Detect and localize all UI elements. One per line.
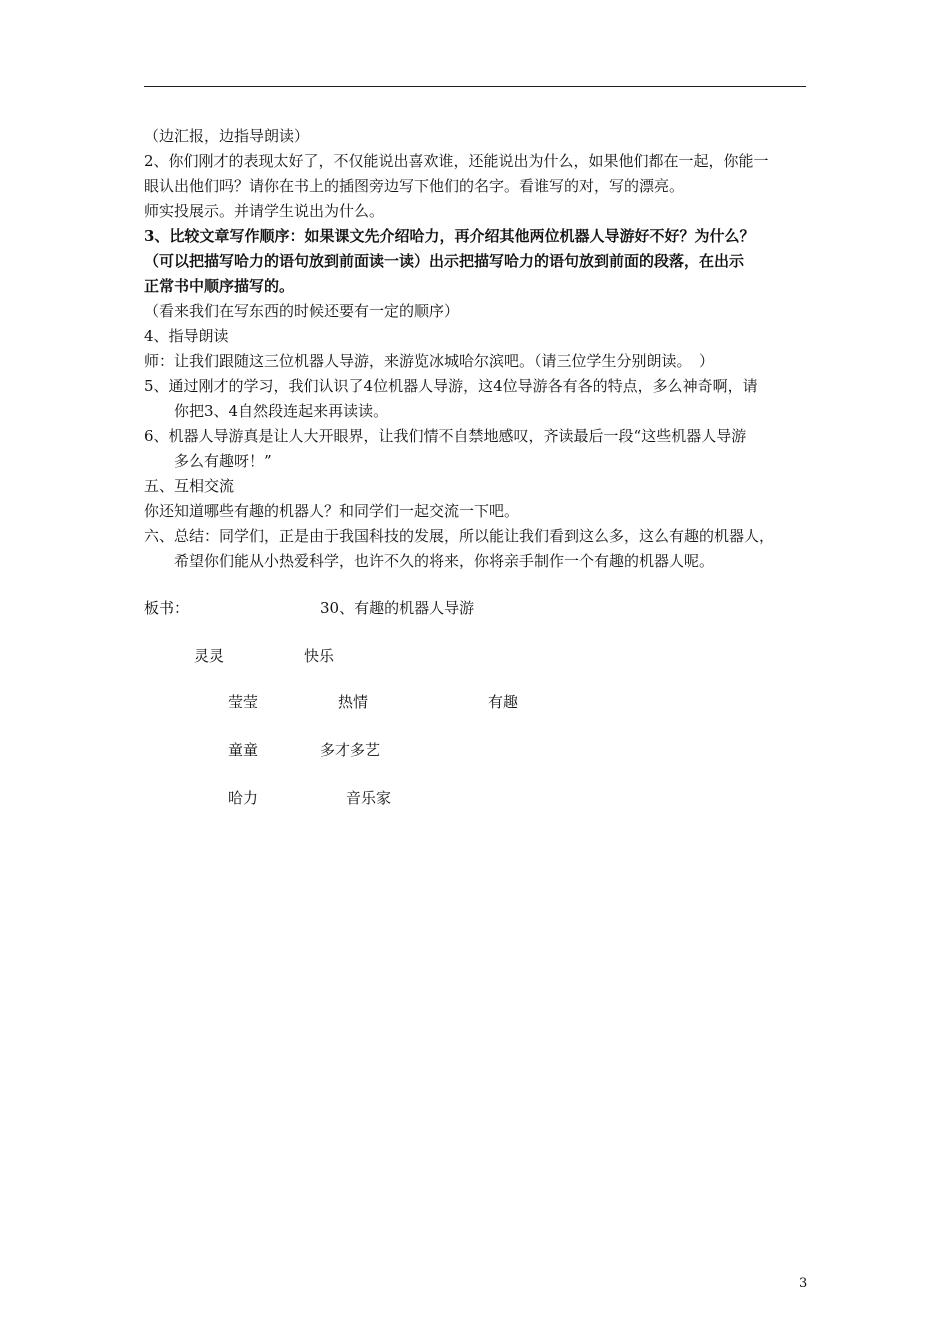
text-line: 五、互相交流	[144, 477, 235, 495]
text-line: 2、你们刚才的表现太好了，不仅能说出喜欢谁，还能说出为什么，如果他们都在一起，你能一	[144, 152, 769, 170]
text-line-bold: 正常书中顺序描写的。	[144, 277, 295, 295]
text-line-indent: 希望你们能从小热爱科学，也许不久的将来，你将亲手制作一个有趣的机器人呢。	[174, 552, 715, 570]
text-line: 5、通过刚才的学习，我们认识了4位机器人导游，这4位导游各有各的特点，多么神奇啊，请	[144, 377, 758, 395]
board-summary: 有趣	[488, 693, 519, 711]
board-title: 30、有趣的机器人导游	[320, 599, 475, 617]
text-line: 4、指导朗读	[144, 327, 229, 345]
board-trait: 多才多艺	[320, 741, 381, 759]
text-line: 6、机器人导游真是让人大开眼界，让我们情不自禁地感叹，齐读最后一段“这些机器人导游	[144, 427, 747, 445]
text-line: （看来我们在写东西的时候还要有一定的顺序）	[144, 302, 460, 320]
board-name: 莹莹	[228, 693, 259, 711]
text-line: 眼认出他们吗？请你在书上的插图旁边写下他们的名字。看谁写的对，写的漂亮。	[144, 177, 685, 195]
board-trait: 快乐	[304, 647, 335, 665]
board-name: 灵灵	[194, 647, 225, 665]
text-line: 师实投展示。并请学生说出为什么。	[144, 202, 385, 220]
text-line-bold: 3、比较文章写作顺序：如果课文先介绍哈力，再介绍其他两位机器人导游好不好？为什么？	[144, 227, 755, 245]
text-line: （边汇报，边指导朗读）	[144, 127, 310, 145]
board-trait: 音乐家	[346, 789, 392, 807]
text-line-bold: （可以把描写哈力的语句放到前面读一读）出示把描写哈力的语句放到前面的段落，在出示	[144, 252, 745, 270]
header-rule	[144, 86, 806, 87]
text-line: 你还知道哪些有趣的机器人？和同学们一起交流一下吧。	[144, 502, 520, 520]
text-line-indent: 多么有趣呀！”	[174, 452, 272, 470]
text-line: 六、总结：同学们，正是由于我国科技的发展，所以能让我们看到这么多，这么有趣的机器人，	[144, 527, 775, 545]
board-trait: 热情	[338, 693, 369, 711]
board-name: 哈力	[228, 789, 259, 807]
text-line: 师：让我们跟随这三位机器人导游，来游览冰城哈尔滨吧。（请三位学生分别朗读。 ）	[144, 352, 715, 370]
text-line-indent: 你把3、4自然段连起来再读读。	[174, 402, 389, 420]
board-label: 板书：	[144, 599, 190, 617]
board-name: 童童	[228, 741, 259, 759]
page-number: 3	[799, 1276, 808, 1291]
